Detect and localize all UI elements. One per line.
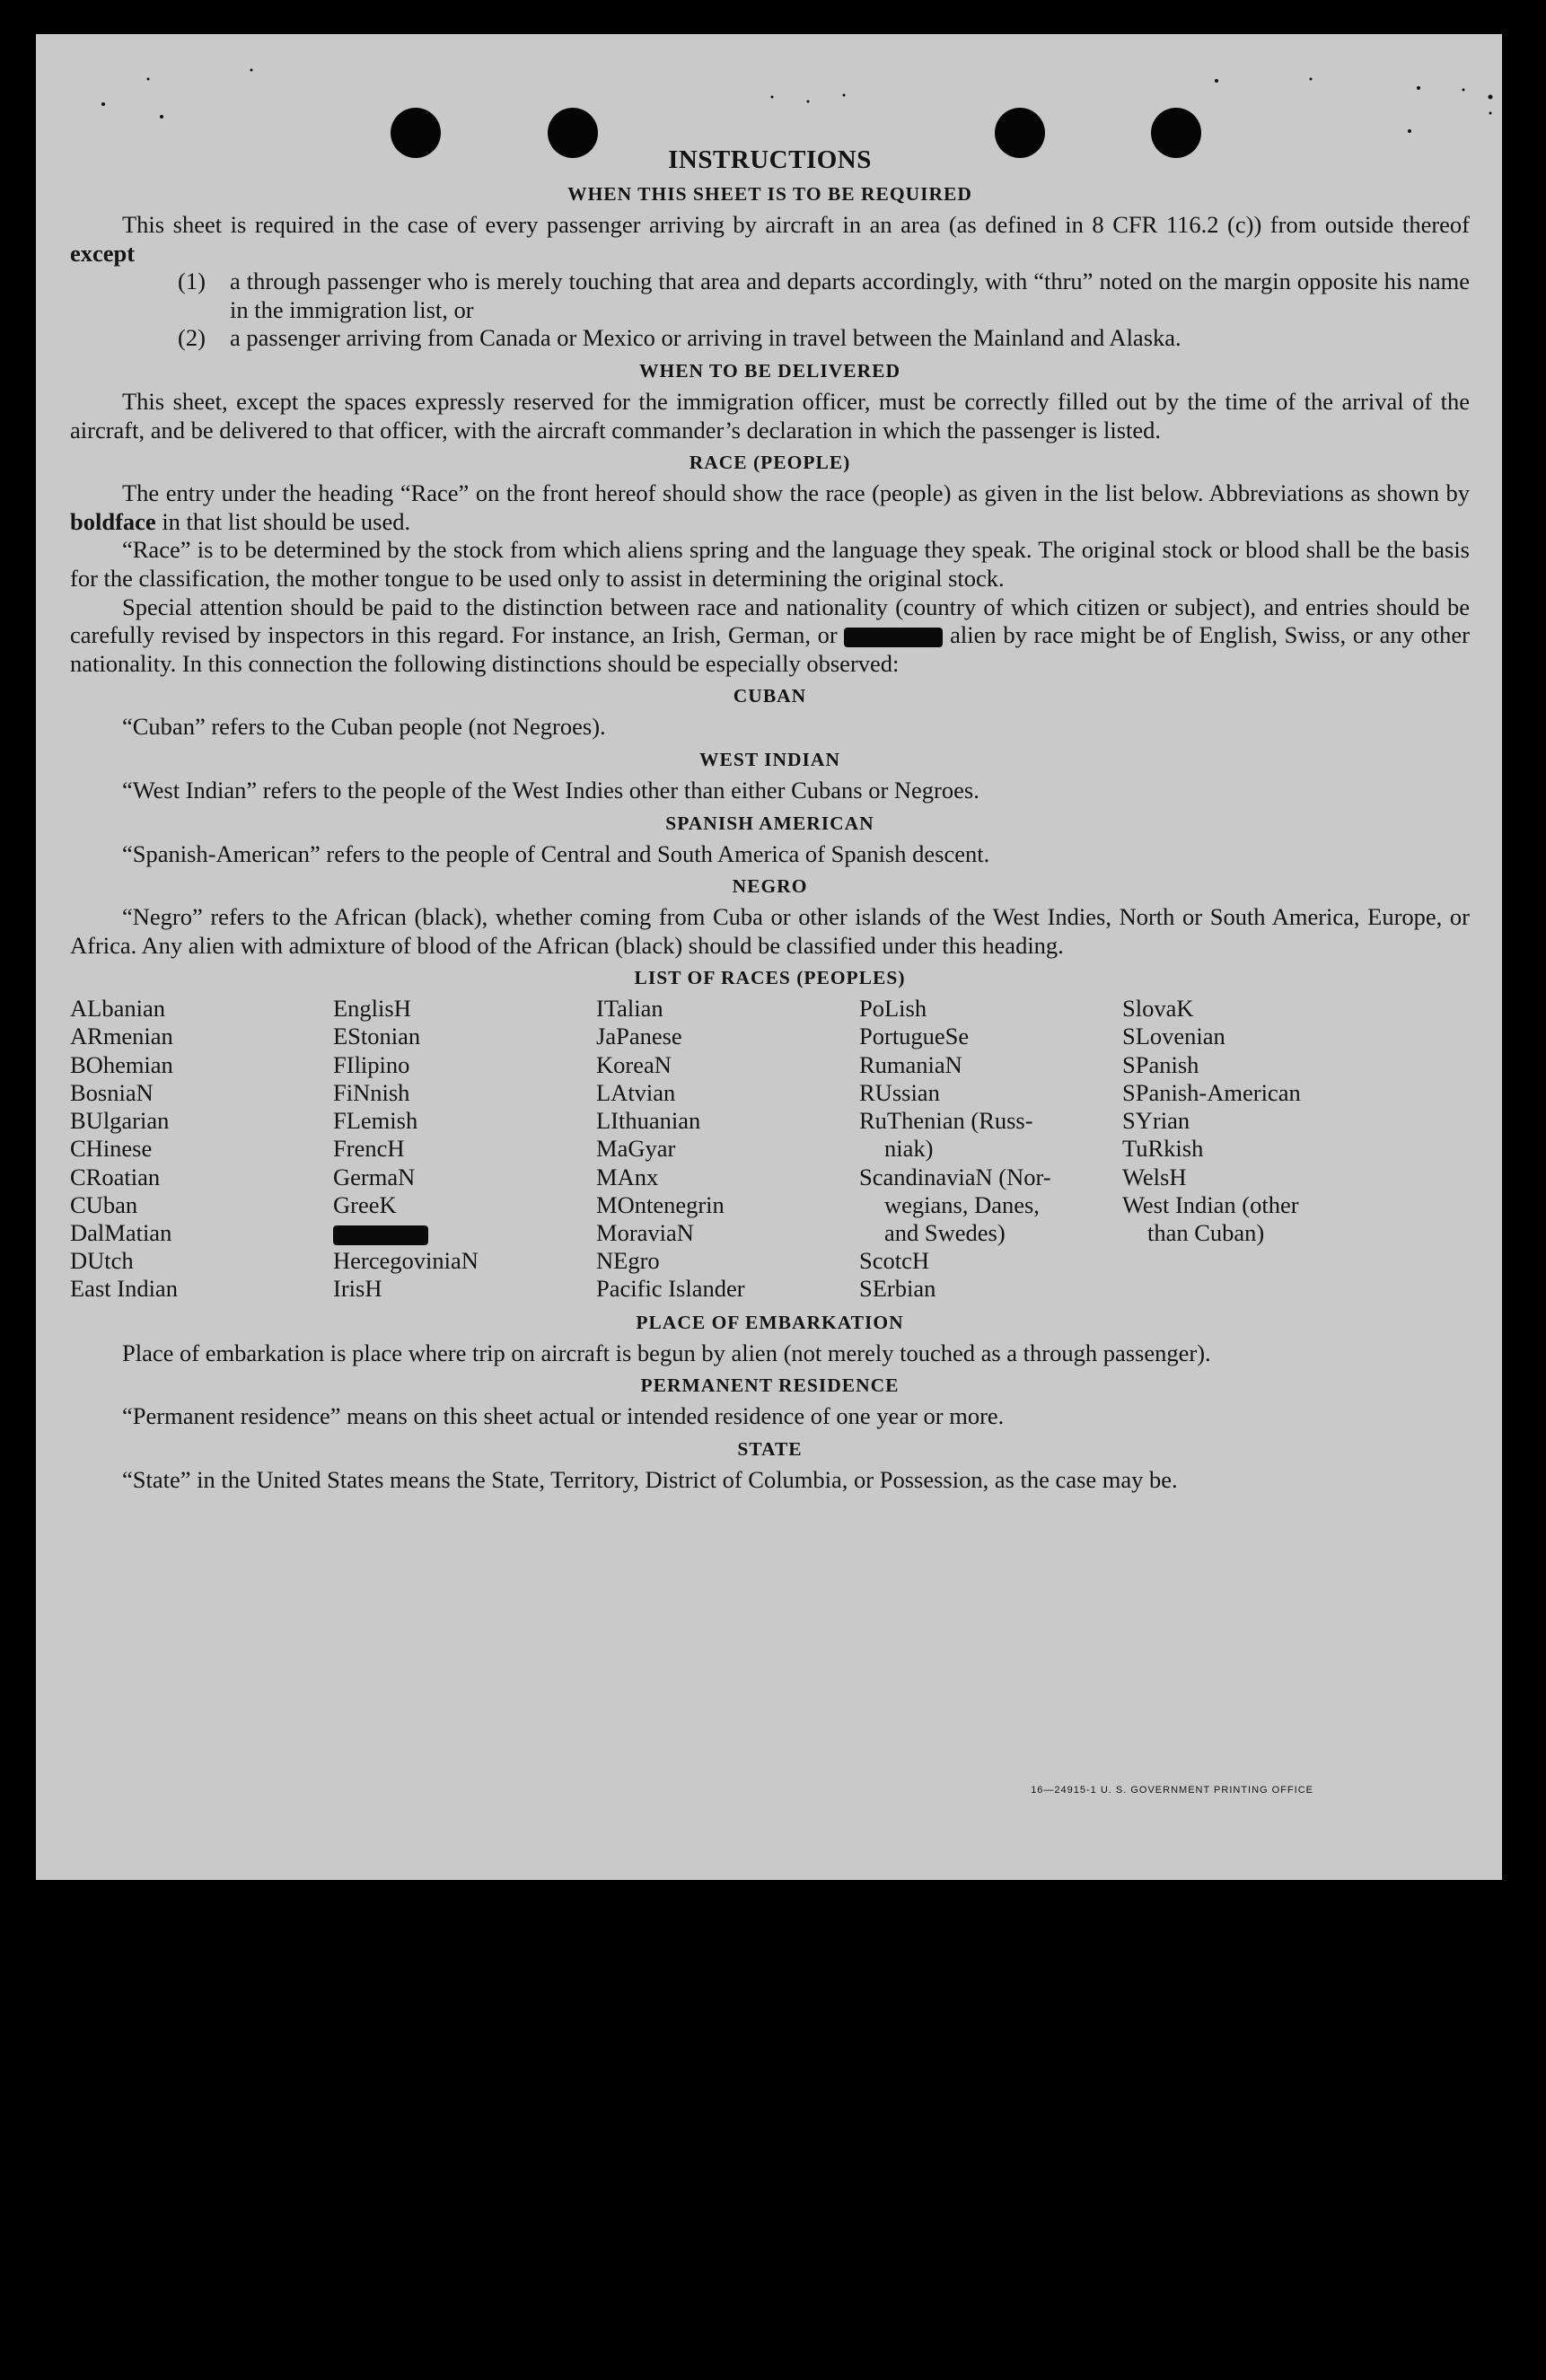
race-entry: EStonian (333, 1023, 421, 1050)
residence-text: “Permanent residence” means on this sheet actual or intended residence of one year or more. (122, 1402, 1005, 1430)
race-column-2 (333, 995, 596, 1303)
race-entry: JaPanese (596, 1023, 682, 1050)
race-entry-continued: than Cuban) (1147, 1218, 1265, 1246)
west-indian-text: “West Indian” refers to the people of the West Indies other than either Cubans or Negroes. (122, 776, 979, 804)
race-entry: GreeK (333, 1190, 397, 1218)
negro-text: “Negro” refers to the African (black), whether coming from Cuba or other islands of the West Indies, North or South America, Europe, or Africa. Any alien with admixture of blood of the African (black) should be classified under this heading. (70, 903, 1470, 959)
race-entry: RuThenian (Russ- (859, 1107, 1033, 1135)
race-entry: MAnx (596, 1163, 659, 1190)
race-entry: PoLish (859, 995, 927, 1023)
race-entry: DUtch (70, 1247, 134, 1275)
race-entry: FrencH (333, 1135, 405, 1163)
race-entry: DalMatian (70, 1218, 172, 1246)
state-text: “State” in the United States means the State, Territory, District of Columbia, or Possession, as the case may be. (122, 1465, 1178, 1493)
page-title: INSTRUCTIONS (668, 145, 872, 174)
race-column-3 (596, 995, 859, 1303)
race-entry: SPanish-American (1122, 1078, 1301, 1106)
race-list (70, 995, 1470, 1303)
punch-hole-specks (36, 34, 1502, 214)
race-entry: SErbian (859, 1275, 936, 1303)
race-entry: EnglisH (333, 995, 411, 1023)
embarkation-text: Place of embarkation is place where trip on aircraft is begun by alien (not merely touched as a through passenger). (122, 1339, 1211, 1366)
redaction-mark (844, 628, 943, 647)
race-entry: SPanish (1122, 1050, 1199, 1078)
race-entry: ARmenian (70, 1023, 173, 1050)
cuban-text: “Cuban” refers to the Cuban people (not Negroes). (122, 713, 606, 741)
when-delivered-text: This sheet, except the spaces expressly reserved for the immigration officer, must be correctly filled out by the time of the arrival of the aircraft, and be delivered to that officer, with the aircraft commander’s declaration in which the passenger is listed. (70, 387, 1470, 444)
race-entry: GermaN (333, 1163, 416, 1190)
heading-cuban: CUBAN (733, 685, 807, 707)
race-entry: RUssian (859, 1078, 940, 1106)
heading-spanish-american: SPANISH AMERICAN (665, 812, 874, 834)
race-entry: CHinese (70, 1135, 153, 1163)
punch-hole (995, 108, 1045, 158)
race-entry: West Indian (other (1122, 1190, 1299, 1218)
race-entry: ScandinaviaN (Nor- (859, 1163, 1051, 1190)
race-entry: MOntenegrin (596, 1190, 725, 1218)
race-entry: LIthuanian (596, 1107, 701, 1135)
race-entry: ALbanian (70, 995, 165, 1023)
race-entry: KoreaN (596, 1050, 672, 1078)
race-entry: PortugueSe (859, 1023, 970, 1050)
race-entry: FiNnish (333, 1078, 410, 1106)
redaction-mark (333, 1225, 428, 1245)
heading-negro: NEGRO (732, 875, 808, 898)
race-entry-continued: wegians, Danes, (884, 1190, 1040, 1218)
race-entry-continued: niak) (884, 1135, 934, 1163)
exception-item: (2) a passenger arriving from Canada or Mexico or arriving in travel between the Mainland and Alaska. (178, 324, 1181, 352)
race-entry: Pacific Islander (596, 1275, 745, 1303)
race-column-4 (859, 995, 1122, 1303)
heading-race: RACE (PEOPLE) (689, 452, 851, 474)
race-entry-continued: and Swedes) (884, 1218, 1006, 1246)
race-entry: East Indian (70, 1275, 178, 1303)
race-entry: BosniaN (70, 1078, 154, 1106)
race-entry: SlovaK (1122, 995, 1194, 1023)
race-entry: SLovenian (1122, 1023, 1225, 1050)
race-entry-redacted (333, 1219, 596, 1247)
race-entry: TuRkish (1122, 1135, 1204, 1163)
printing-office-code: 16—24915-1 U. S. GOVERNMENT PRINTING OFFICE (1031, 1785, 1313, 1796)
instruction-sheet (36, 34, 1502, 1880)
race-entry: ITalian (596, 995, 663, 1023)
spanish-american-text: “Spanish-American” refers to the people of Central and South America of Spanish descent. (122, 839, 990, 867)
race-paragraph-2: “Race” is to be determined by the stock from which aliens spring and the language they speak. The original stock or blood shall be the basis for the classification, the mother tongue to be used only to assist in determining the original stock. (70, 536, 1470, 592)
heading-state: STATE (737, 1437, 803, 1460)
heading-when-required: WHEN THIS SHEET IS TO BE REQUIRED (567, 183, 972, 205)
race-entry: NEgro (596, 1247, 660, 1275)
heading-when-delivered: WHEN TO BE DELIVERED (638, 359, 901, 382)
race-entry: RumaniaN (859, 1050, 962, 1078)
race-entry: CUban (70, 1190, 138, 1218)
race-entry: BOhemian (70, 1050, 173, 1078)
race-entry: CRoatian (70, 1163, 161, 1190)
exception-item: (1) a through passenger who is merely touching that area and departs accordingly, with “thru” noted on the margin opposite his name in the immigration list, or (178, 268, 1470, 323)
race-paragraph-3: Special attention should be paid to the distinction between race and nationality (country of which citizen or subject), and entries should be carefully revised by inspectors in this regard. For instance, an Irish, German, or alien by race might be of English, Swiss, or any other nationality. In this connection the following distinctions should be especially observed: (70, 593, 1470, 677)
race-entry: SYrian (1122, 1107, 1190, 1135)
punch-hole (548, 108, 598, 158)
race-entry: MoraviaN (596, 1218, 694, 1246)
heading-west-indian: WEST INDIAN (699, 748, 840, 770)
race-column-5 (1122, 995, 1385, 1303)
heading-permanent-residence: PERMANENT RESIDENCE (640, 1374, 900, 1397)
heading-list-of-races: LIST OF RACES (PEOPLES) (634, 967, 906, 989)
race-entry: FLemish (333, 1107, 418, 1135)
race-entry: BUlgarian (70, 1107, 170, 1135)
punch-hole (391, 108, 441, 158)
race-entry: MaGyar (596, 1135, 676, 1163)
race-entry: ScotcH (859, 1247, 930, 1275)
when-required-intro: This sheet is required in the case of every passenger arriving by aircraft in an area (as defined in 8 CFR 116.2 (c)) from outside thereof except (70, 211, 1470, 267)
race-entry: HercegoviniaN (333, 1247, 479, 1275)
race-paragraph-1: The entry under the heading “Race” on the front hereof should show the race (people) as given in the list below. Abbreviations as shown by boldface in that list should be used. (70, 479, 1470, 535)
punch-hole (1151, 108, 1201, 158)
heading-embarkation: PLACE OF EMBARKATION (636, 1311, 904, 1333)
race-entry: FIlipino (333, 1050, 410, 1078)
race-entry: WelsH (1122, 1163, 1187, 1190)
race-entry: LAtvian (596, 1078, 676, 1106)
race-column-1 (70, 995, 333, 1303)
race-entry: IrisH (333, 1275, 382, 1303)
